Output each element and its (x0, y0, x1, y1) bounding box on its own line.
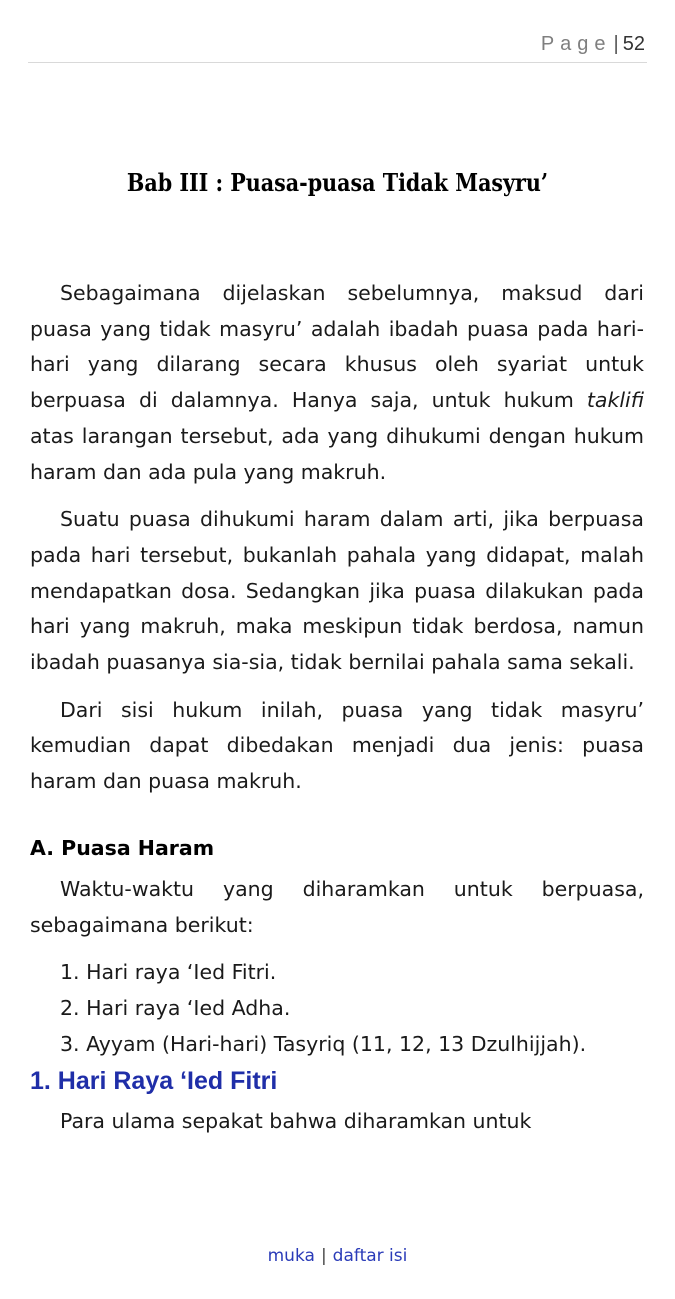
link-muka[interactable]: muka (267, 1246, 315, 1266)
paragraph-intro (30, 276, 644, 490)
page-header (541, 33, 645, 56)
page-number: 52 (622, 33, 645, 55)
section-heading-puasa-haram: A. Puasa Haram (30, 835, 215, 860)
paragraph-classification: Dari sisi hukum inilah, puasa yang tidak masyru’ kemudian dapat dibedakan menjadi dua jenis: puasa haram dan puasa makruh. (30, 697, 644, 794)
list-item: 2. Hari raya ‘Ied Adha. (60, 995, 291, 1020)
page-separator: | (613, 33, 619, 55)
chapter-title: Bab III : Puasa-puasa Tidak Masyru’ (126, 168, 549, 197)
main-content (30, 276, 644, 1152)
paragraph-haram-definition: Suatu puasa dihukumi haram dalam arti, jika berpuasa pada hari tersebut, bukanlah pahala yang didapat, malah mendapatkan dosa. Sedangkan jika puasa dilakukan pada hari yang makruh, maka meskipun tidak berdosa, namun ibadah puasanya sia-sia, tidak bernilai pahala sama sekali. (30, 507, 644, 675)
link-daftar-isi[interactable]: daftar isi (332, 1246, 408, 1266)
paragraph-intro-text-2: atas larangan tersebut, ada yang dihukumi dengan hukum haram dan ada pula yang makruh. (30, 423, 644, 484)
footer-separator: | (320, 1246, 327, 1266)
subsection-heading-ied-fitri: 1. Hari Raya ‘Ied Fitri (30, 1067, 278, 1096)
footer-navigation (0, 1246, 675, 1266)
forbidden-days-list (60, 955, 644, 1062)
paragraph-ied-fitri: Para ulama sepakat bahwa diharamkan untuk (60, 1109, 532, 1134)
page-label: Page (540, 33, 612, 55)
paragraph-intro-text-1: Sebagaimana dijelaskan sebelumnya, maksud dari puasa yang tidak masyru’ adalah ibadah puasa pada hari-hari yang dilarang secara khusus oleh syariat untuk berpuasa di dalamnya. Hanya saja, untuk hukum (30, 281, 644, 413)
paragraph-haram-intro: Waktu-waktu yang diharamkan untuk berpuasa, sebagaimana berikut: (30, 876, 644, 937)
paragraph-intro-italic-term: taklifi (586, 388, 644, 413)
list-item: 1. Hari raya ‘Ied Fitri. (60, 960, 277, 985)
header-divider (28, 62, 647, 63)
list-item: 3. Ayyam (Hari-hari) Tasyriq (11, 12, 13 Dzulhijjah). (60, 1031, 587, 1056)
